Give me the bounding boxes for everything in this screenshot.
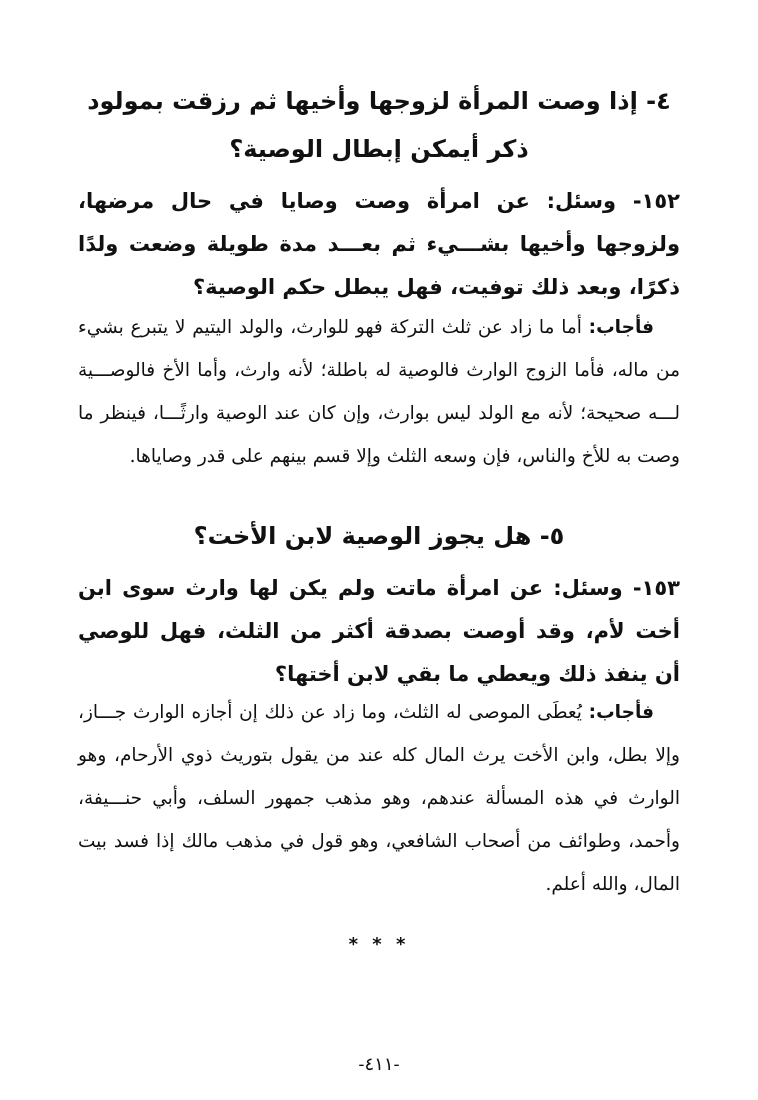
section-4-heading: ٤- إذا وصت المرأة لزوجها وأخيها ثم رزقت بمولود ذكر أيمكن إبطال الوصية؟ — [87, 87, 671, 163]
question-152: ١٥٢- وسئل: عن امرأة وصت وصايا في حال مرضها، ولزوجها وأخيها بشـــيء ثم بعـــد مدة طويلة وضعت ولدًا ذكرًا، وبعد ذلك توفيت، فهل يبطل حكم الوصية؟ — [78, 189, 680, 299]
answer-153-text: يُعطَى الموصى له الثلث، وما زاد عن ذلك إن أجازه الوارث جـــاز، وإلا بطل، وابن الأخت يرث المال كله عند من يقول بتوريث ذوي الأرحام، وهو الوارث في هذه المسألة عندهم، وهو مذهب جمهور السلف، وأبي حنـــيفة، وأحمد، وطوائف من أصحاب الشافعي، وهو قول في مذهب مالك إذا فسد بيت المال، والله أعلم. — [78, 702, 680, 895]
answer-label: فأجاب: — [588, 317, 654, 338]
answer-152-text: أما ما زاد عن ثلث التركة فهو للوارث، والولد اليتيم لا يتبرع بشيء من ماله، فأما الزوج الوارث فالوصية له باطلة؛ لأنه وارث، وأما الأخ فالوصـــية لـــه صحيحة؛ لأنه مع الولد ليس بوارث، وإن كان عند الوصية وارثًـــا، فينظر ما وصت به للأخ والناس، فإن وسعه الثلث وإلا قسم بينهم على قدر وصاياها. — [78, 317, 680, 467]
page-number: -٤١١- — [358, 1054, 400, 1075]
section-5-heading: ٥- هل يجوز الوصية لابن الأخت؟ — [193, 522, 565, 550]
answer-153 — [78, 691, 680, 906]
section-separator: * * * — [348, 934, 410, 955]
question-153: ١٥٣- وسئل: عن امرأة ماتت ولم يكن لها وارث سوى ابن أخت لأم، وقد أوصت بصدقة أكثر من الثلث، فهل للوصي أن ينفذ ذلك ويعطي ما بقي لابن أختها؟ — [78, 576, 680, 686]
answer-152 — [78, 306, 680, 478]
answer-label: فأجاب: — [588, 702, 654, 723]
